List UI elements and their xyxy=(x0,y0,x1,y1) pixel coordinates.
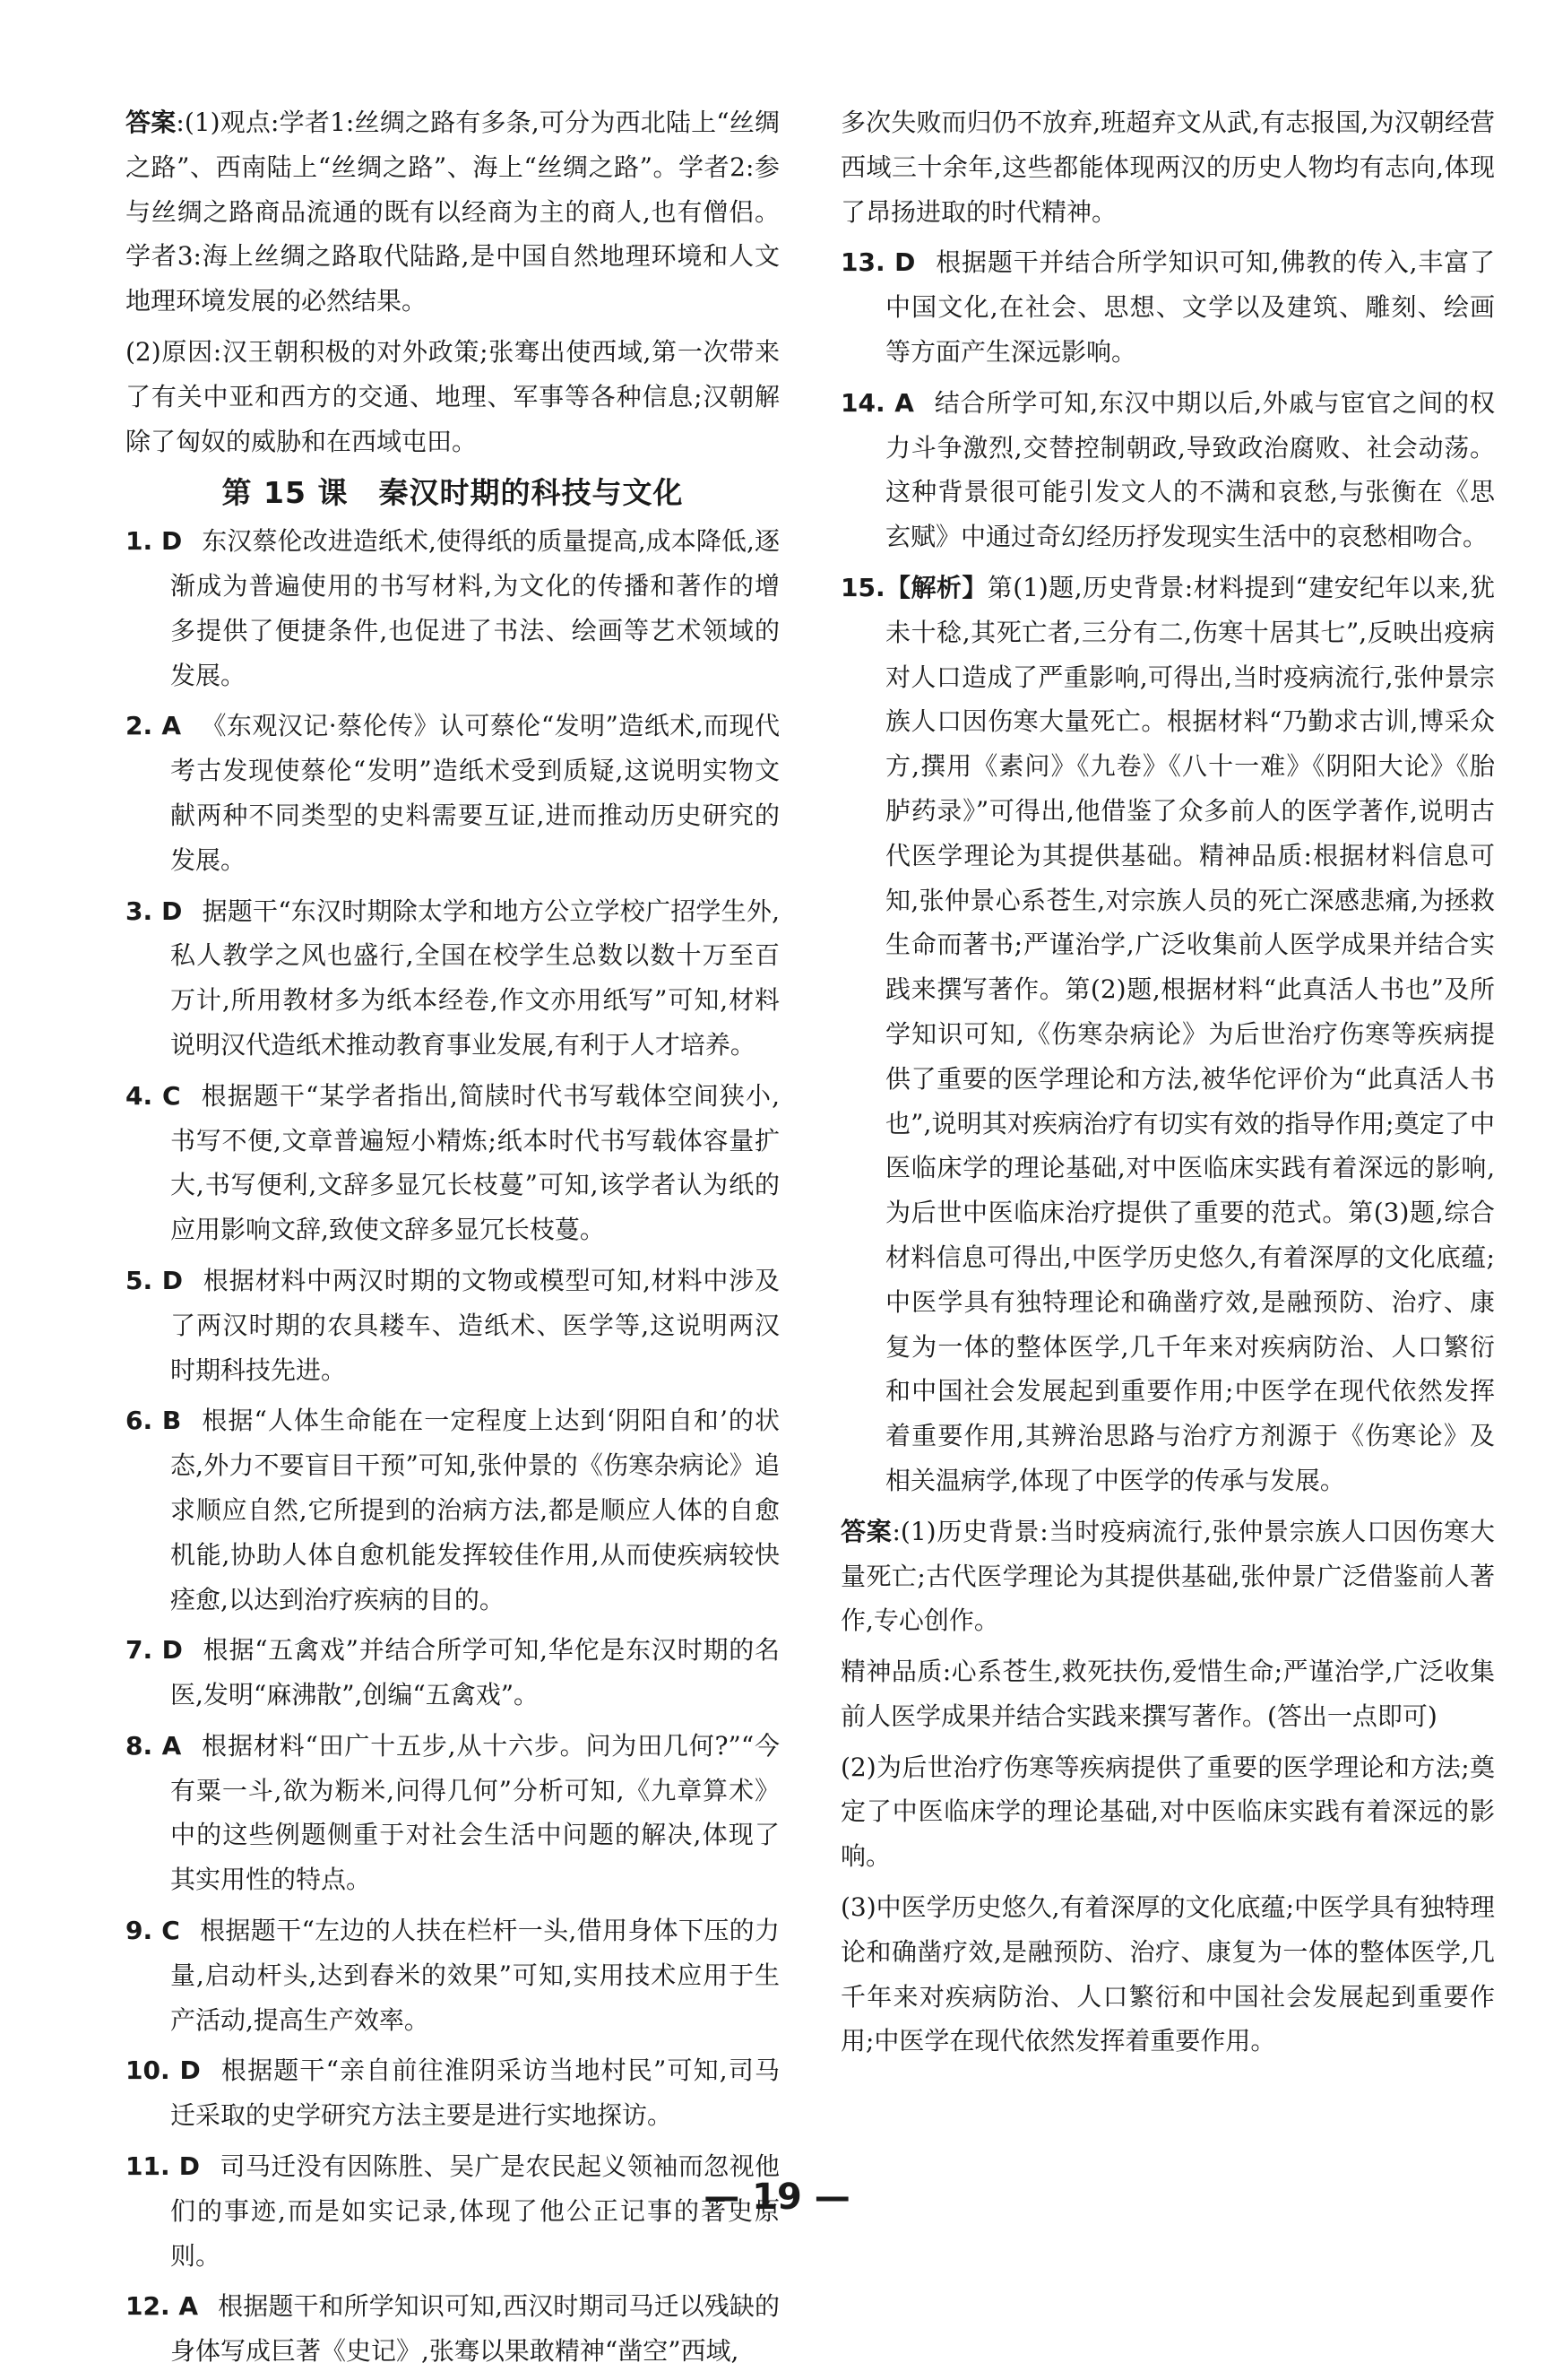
item-number: 13. D xyxy=(841,247,916,278)
item-text: 根据题干并结合所学知识可知,佛教的传入,丰富了中国文化,在社会、思想、文学以及建筑、雕刻、绘画等方面产生深远影响。 xyxy=(885,247,1496,367)
answer-label: 答案 xyxy=(841,1516,893,1546)
item-number: 6. B xyxy=(125,1406,182,1436)
list-item xyxy=(125,889,780,1068)
item-number: 1. D xyxy=(125,526,183,557)
list-item xyxy=(125,1908,780,2042)
answer-label: 答案 xyxy=(125,108,177,137)
item-text: 根据“五禽戏”并结合所学可知,华佗是东汉时期的名医,发明“麻沸散”,创编“五禽戏”。 xyxy=(170,1635,780,1710)
list-item xyxy=(125,1074,780,1252)
list-item xyxy=(125,2284,780,2374)
analysis-tag: 【解析】 xyxy=(885,572,988,602)
item-text: 根据材料“田广十五步,从十六步。问为田几何?”“今有粟一斗,欲为粝米,问得几何”分析可知,《九章算术》中的这些例题侧重于对社会生活中问题的解决,体现了其实用性的特点。 xyxy=(170,1730,780,1895)
list-item xyxy=(125,519,780,697)
answer-paragraph xyxy=(125,100,780,324)
answer-paragraph: (3)中医学历史悠久,有着深厚的文化底蕴;中医学具有独特理论和确凿疗效,是融预防、治疗、康复为一体的整体医学,几千年来对疾病防治、人口繁衍和中国社会发展起到重要作用;中医学在现代依然发挥着重要作用。 xyxy=(841,1892,1495,2056)
item-number: 10. D xyxy=(125,2055,201,2086)
list-item xyxy=(841,381,1495,559)
list-item xyxy=(125,1398,780,1622)
continued-paragraph: 多次失败而归仍不放弃,班超弃文从武,有志报国,为汉朝经营西域三十余年,这些都能体现两汉的历史人物均有志向,体现了昂扬进取的时代精神。 xyxy=(841,108,1495,227)
item-number: 2. A xyxy=(125,711,181,741)
right-items-list xyxy=(841,240,1495,559)
item-number: 3. D xyxy=(125,896,183,926)
item-text: 根据题干“左边的人扶在栏杆一头,借用身体下压的力量,启动杆头,达到舂米的效果”可知,实用技术应用于生产活动,提高生产效率。 xyxy=(170,1916,781,2035)
answer-text: :(1)历史背景:当时疫病流行,张仲景宗族人口因伤寒大量死亡;古代医学理论为其提供基础,张仲景广泛借鉴前人著作,专心创作。 xyxy=(841,1516,1495,1636)
item-number: 15. xyxy=(841,572,885,602)
answer-paragraph: 精神品质:心系苍生,救死扶伤,爱惜生命;严谨治学,广泛收集前人医学成果并结合实践来撰写著作。(答出一点即可) xyxy=(841,1657,1495,1731)
item-text: 第(1)题,历史背景:材料提到“建安纪年以来,犹未十稔,其死亡者,三分有二,伤寒十居其七”,反映出疫病对人口造成了严重影响,可得出,当时疫病流行,张仲景宗族人口因伤寒大量死亡。根据材料“乃勤求古训,博采众方,撰用《素问》《九卷》《八十一难》《阴阳大论》《胎胪药录》”可得出,他借鉴了众多前人的医学著作,说明古代医学理论为其提供基础。精神品质:根据材料信息可知,张仲景心系苍生,对宗族人员的死亡深感悲痛,为拯救生命而著书;严谨治学,广泛收集前人医学成果并结合实践来撰写著作。第(2)题,根据材料“此真活人书也”及所学知识可知,《伤寒杂病论》为后世治疗伤寒等疾病提供了重要的医学理论和方法,被华佗评价为“此真活人书也”,说明其对疾病治疗有切实有效的指导作用;奠定了中医临床学的理论基础,对中医临床实践有着深远的影响,为后世中医临床治疗提供了重要的范式。第(3)题,综合材料信息可得出,中医学历史悠久,有着深厚的文化底蕴;中医学具有独特理论和确凿疗效,是融预防、治疗、康复为一体的整体医学,几千年来对疾病防治、人口繁衍和中国社会发展起到重要作用;中医学在现代依然发挥着重要作用,其辨治思路与治疗方剂源于《伤寒论》及相关温病学,体现了中医学的传承与发展。 xyxy=(885,572,1495,1495)
answer-text: :(1)观点:学者1:丝绸之路有多条,可分为西北陆上“丝绸之路”、西南陆上“丝绸之路”、海上“丝绸之路”。学者2:参与丝绸之路商品流通的既有以经商为主的商人,也有僧侣。学者3:海上丝绸之路取代陆路,是中国自然地理环境和人文地理环境发展的必然结果。 xyxy=(125,108,780,316)
left-items-list xyxy=(125,519,780,2374)
item-number: 12. A xyxy=(125,2291,199,2322)
list-item xyxy=(125,704,780,882)
item-text: 结合所学可知,东汉中期以后,外戚与宦官之间的权力斗争激烈,交替控制朝政,导致政治腐败、社会动荡。这种背景很可能引发文人的不满和哀愁,与张衡在《思玄赋》中通过奇幻经历抒发现实生活中的哀愁相吻合。 xyxy=(885,387,1495,552)
list-item xyxy=(125,1628,780,1718)
answer-paragraph: (2)为后世治疗伤寒等疾病提供了重要的医学理论和方法;奠定了中医临床学的理论基础,对中医临床实践有着深远的影响。 xyxy=(841,1752,1495,1872)
item-text: 根据“人体生命能在一定程度上达到‘阴阳自和’的状态,外力不要盲目干预”可知,张仲景的《伤寒杂病论》追求顺应自然,它所提到的治病方法,都是顺应人体的自愈机能,协助人体自愈机能发挥较佳作用,从而使疾病较快痊愈,以达到治疗疾病的目的。 xyxy=(170,1406,780,1614)
list-item xyxy=(125,2048,780,2138)
list-item xyxy=(125,1724,780,1902)
item-number: 5. D xyxy=(125,1265,183,1295)
answer-paragraph: (2)原因:汉王朝积极的对外政策;张骞出使西域,第一次带来了有关中亚和西方的交通、地理、军事等各种信息;汉朝解除了匈奴的威胁和在西域屯田。 xyxy=(125,336,780,456)
item-number: 9. C xyxy=(125,1916,180,1946)
item-text: 根据题干“亲自前往淮阴采访当地村民”可知,司马迁采取的史学研究方法主要是进行实地探访。 xyxy=(170,2055,780,2131)
item-text: 根据材料中两汉时期的文物或模型可知,材料中涉及了两汉时期的农具耧车、造纸术、医学等,这说明两汉时期科技先进。 xyxy=(170,1265,781,1385)
item-number: 4. C xyxy=(125,1080,181,1111)
item-text: 《东观汉记·蔡伦传》认可蔡伦“发明”造纸术,而现代考古发现使蔡伦“发明”造纸术受到质疑,这说明实物文献两种不同类型的史料需要互证,进而推动历史研究的发展。 xyxy=(170,711,780,875)
right-column xyxy=(841,100,1495,2070)
left-column xyxy=(125,100,780,2380)
item-number: 8. A xyxy=(125,1730,182,1761)
item-number: 11. D xyxy=(125,2151,201,2182)
answer-paragraph xyxy=(841,1510,1495,1643)
item-text: 据题干“东汉时期除太学和地方公立学校广招学生外,私人教学之风也盛行,全国在校学生总数以数十万至百万计,所用教材多为纸本经卷,作文亦用纸写”可知,材料说明汉代造纸术推动教育事业发展,有利于人才培养。 xyxy=(170,896,781,1060)
item-number: 7. D xyxy=(125,1635,183,1666)
item-text: 根据题干“某学者指出,简牍时代书写载体空间狭小,书写不便,文章普遍短小精炼;纸本时代书写载体容量扩大,书写便利,文辞多显冗长枝蔓”可知,该学者认为纸的应用影响文辞,致使文辞多显冗长枝蔓。 xyxy=(170,1080,780,1245)
item-text: 东汉蔡伦改进造纸术,使得纸的质量提高,成本降低,逐渐成为普遍使用的书写材料,为文化的传播和著作的增多提供了便捷条件,也促进了书法、绘画等艺术领域的发展。 xyxy=(170,526,780,690)
list-item xyxy=(841,240,1495,374)
page-number: — 19 — xyxy=(704,2177,850,2218)
section-heading: 第 15 课 秦汉时期的科技与文化 xyxy=(221,475,684,511)
list-item-15 xyxy=(841,566,1495,1503)
item-text: 根据题干和所学知识可知,西汉时期司马迁以残缺的身体写成巨著《史记》,张骞以果敢精神“凿空”西域, xyxy=(170,2291,780,2367)
list-item xyxy=(125,1259,780,1392)
item-number: 14. A xyxy=(841,387,914,418)
item-text: 司马迁没有因陈胜、吴广是农民起义领袖而忽视他们的事迹,而是如实记录,体现了他公正记事的著史原则。 xyxy=(170,2151,781,2271)
